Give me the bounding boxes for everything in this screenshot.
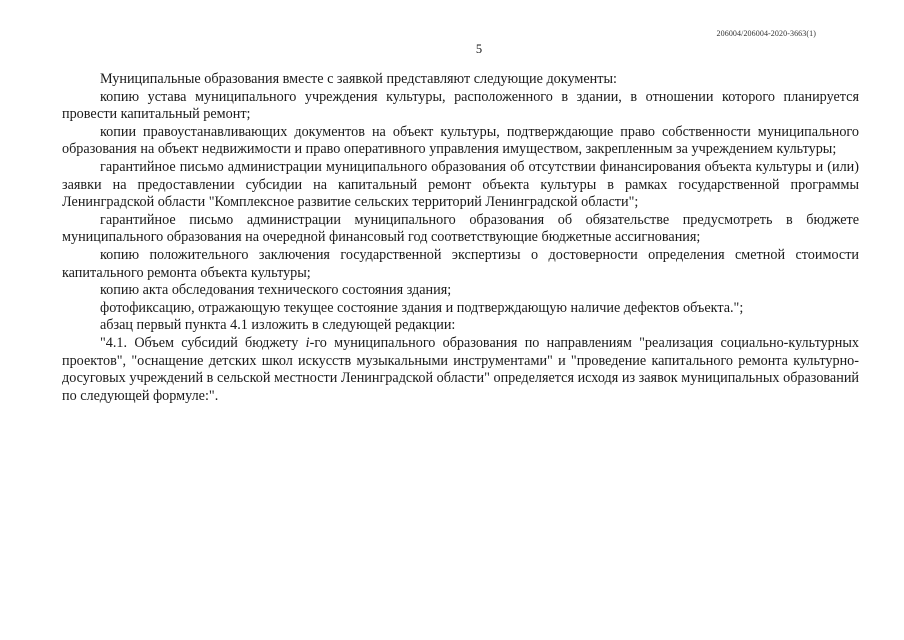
paragraph-inspection-act: копию акта обследования технического состояния здания; — [100, 282, 452, 299]
paragraph-expertise-conclusion: копию положительного заключения государственной экспертизы о достоверности определения сметной стоимости капитального ремонта объекта культуры; — [62, 246, 859, 281]
document-body — [62, 71, 859, 405]
clause-4-1-suffix: -го муниципального образования по направлениям "реализация социально-культурных проектов", "оснащение детских школ искусств музыкальными инструментами" и "проведение капитального ремонта культурно-досуговых учреждений в сельской местности Ленинградской области" определяется исходя из заявок муниципальных образований по следующей формуле:". — [62, 334, 859, 404]
paragraph-intro: Муниципальные образования вместе с заявкой представляют следующие документы: — [100, 71, 617, 87]
clause-4-1-prefix: "4.1. Объем субсидий бюджету — [100, 334, 306, 351]
paragraph-guarantee-no-funding: гарантийное письмо администрации муниципального образования об отсутствии финансирования объекта культуры и (или) заявки на предоставлении субсидии на капитальный ремонт объекта культуры в рамках государственной программы Ленинградской области "Комплексное развитие сельских территорий Ленинградской области"; — [62, 158, 859, 211]
paragraph-charter-copy: копию устава муниципального учреждения культуры, расположенного в здании, в отношении которого планируется провести капитальный ремонт; — [62, 88, 859, 123]
paragraph-photo-fixation: фотофиксацию, отражающую текущее состояние здания и подтверждающую наличие дефектов объекта."; — [100, 299, 744, 316]
paragraph-title-documents: копии правоустанавливающих документов на объект культуры, подтверждающие право собственности муниципального образования на объект недвижимости и право оперативного управления имуществом, закрепленным за учреждением культуры; — [62, 123, 859, 158]
document-id: 206004/206004-2020-3663(1) — [716, 29, 816, 38]
page-number: 5 — [475, 42, 483, 56]
paragraph-amendment-instruction: абзац первый пункта 4.1 изложить в следующей редакции: — [100, 317, 456, 334]
paragraph-guarantee-budget: гарантийное письмо администрации муниципального образования об обязательстве предусмотреть в бюджете муниципального образования на очередной финансовый год соответствующие бюджетные ассигнования; — [62, 211, 859, 246]
clause-4-1-index-variable: i — [305, 334, 310, 351]
paragraph-clause-4-1 — [62, 335, 859, 405]
